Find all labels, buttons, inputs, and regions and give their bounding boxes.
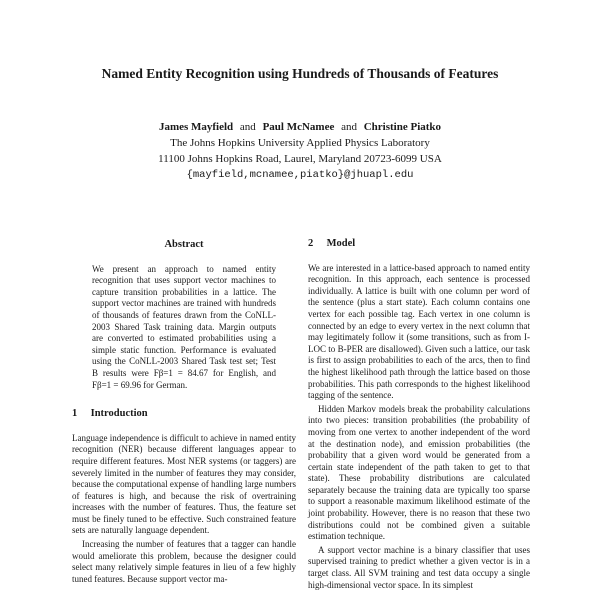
section-number: 1 [72,408,78,420]
author-conjunction: and [239,121,256,133]
author-name: Christine Piatko [363,121,442,133]
author-name: Paul McNamee [262,121,335,133]
right-column [308,238,530,591]
section-title: Introduction [90,408,148,420]
model-paragraph-2: Hidden Markov models break the probability calculations into two pieces: transition probabilities (the probability of moving from one vertex to another independent of the word at the destination node), and emission probabilities (the probability that a given word would be generated from a certain state independent of the path taken to get to that state). These probability distributions are calculated separately because the training data are typically too sparse to support a reasonable maximum likelihood estimate of the joint probability. However, there is no reason that these two distributions could not be combined given a suitable estimation technique. [308,403,530,542]
left-column [72,238,296,585]
model-paragraph-1: We are interested in a lattice-based approach to named entity recognition. In this approach, each sentence is processed individually. A lattice is built with one column per word of the sentence (plus a start state). Each column contains one vertex for each possible tag. Each vertex in one column is connected by an edge to every vertex in the next column that may legitimately follow it (some transitions, such as from I-LOC to B-PER are disallowed). Given such a lattice, our task is first to assign probabilities to each of the arcs, then to find the highest likelihood path through the lattice based on those probabilities. This path corresponds to the highest likelihood tagging of the sentence. [308,262,530,401]
section-heading-introduction [72,408,296,420]
abstract-text: We present an approach to named entity recognition that uses support vector machines to capture transition probabilities in a lattice. The support vector machines are trained with hundreds of thousands of features drawn from the CoNLL-2003 Shared Task training data. Margin outputs are converted to estimated probabilities using a simple static function. Performance is evaluated using the CoNLL-2003 Shared Task test set; Test B results were Fβ=1 = 84.67 for English, and Fβ=1 = 69.96 for German. [92,263,276,390]
author-address: 11100 Johns Hopkins Road, Laurel, Maryland 20723-6099 USA [158,153,442,165]
section-title: Model [326,238,356,249]
intro-paragraph-1: Language independence is difficult to achieve in named entity recognition (NER) because different languages appear to require different features. Most NER systems (or taggers) are severely limited in the number of features they may consider, because the computational expense of handling large numbers of features is high, and because the risk of overtraining increases with the number of features. Thus, the feature set must be finely tuned to be effective. Such constrained feature sets are naturally language dependent. [72,432,296,536]
section-number: 2 [308,238,314,249]
model-paragraph-3: A support vector machine is a binary classifier that uses supervised training to predict whether a given vector is in a target class. All SVM training and test data occupy a single high-dimensional vector space. In its simplest [308,544,530,590]
section-heading-model [308,238,530,250]
author-email: {mayfield,mcnamee,piatko}@jhuapl.edu [186,169,414,181]
author-names [0,119,600,135]
author-name: James Mayfield [158,121,234,133]
author-block [0,119,600,183]
intro-paragraph-2: Increasing the number of features that a tagger can handle would ameliorate this problem, because the designer could select many relatively simple features in lieu of a few highly tuned features. Because support vector ma- [72,539,296,584]
author-affiliation: The Johns Hopkins University Applied Physics Laboratory [170,137,430,149]
paper-title: Named Entity Recognition using Hundreds of Thousands of Features [101,66,499,81]
author-conjunction: and [341,121,357,133]
abstract-heading: Abstract [164,239,204,250]
